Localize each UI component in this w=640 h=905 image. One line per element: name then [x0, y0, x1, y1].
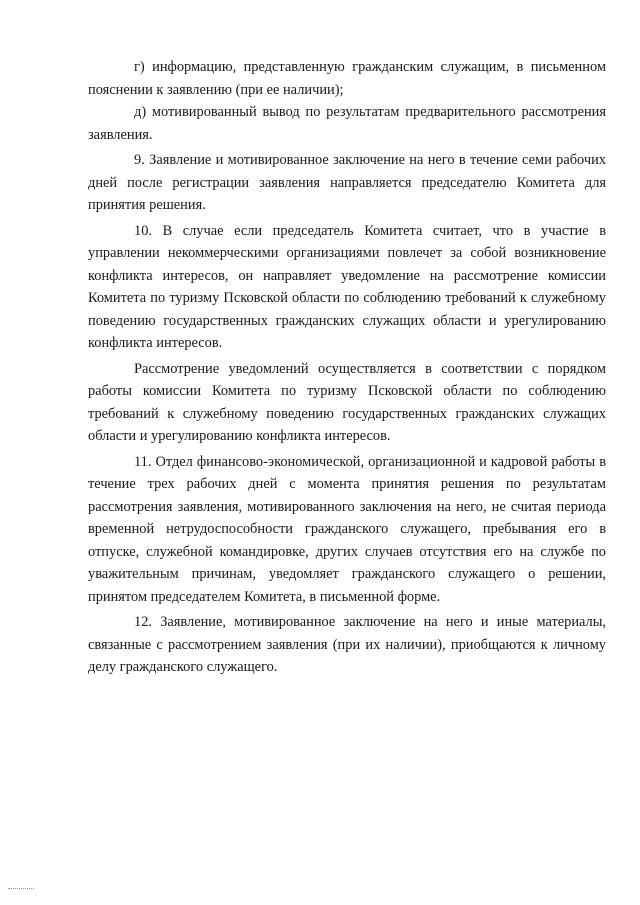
paragraph-clause-9: 9. Заявление и мотивированное заключение на него в течение семи рабочих дней после регистрации заявления направляется председателю Комитета для принятия решения. [88, 152, 606, 213]
document-body [88, 56, 606, 679]
paragraph-clause-12: 12. Заявление, мотивированное заключение на него и иные материалы, связанные с рассмотрением заявления (при их наличии), приобщаются к личному делу гражданского служащего. [88, 614, 606, 675]
scan-edge-mark [8, 888, 34, 889]
paragraph-item-g: г) информацию, представленную гражданским служащим, в письменном пояснении к заявлению (при ее наличии); [88, 59, 606, 98]
paragraph-clause-11: 11. Отдел финансово-экономической, организационной и кадровой работы в течение трех рабочих дней с момента принятия решения по результатам рассмотрения заявления, мотивированного заключения на него, не считая периода временной нетрудоспособности гражданского служащего, пребывания его в отпуске, служебной командировке, других случаев отсутствия его на службе по уважительным причинам, уведомляет гражданского служащего о решении, принятом председателем Комитета, в письменной форме. [88, 453, 606, 605]
paragraph-consideration: Рассмотрение уведомлений осуществляется в соответствии с порядком работы комиссии Комитета по туризму Псковской области по соблюдению требований к служебному поведению государственных гражданских служащих области и урегулированию конфликта интересов. [88, 360, 606, 444]
paragraph-item-d: д) мотивированный вывод по результатам предварительного рассмотрения заявления. [88, 104, 606, 143]
paragraph-clause-10: 10. В случае если председатель Комитета считает, что в участие в управлении некоммерческими организациями повлечет за собой возникновение конфликта интересов, он направляет уведомление на рассмотрение комиссии Комитета по туризму Псковской области по соблюдению требований к служебному поведению государственных гражданских служащих области и урегулированию конфликта интересов. [88, 222, 606, 351]
